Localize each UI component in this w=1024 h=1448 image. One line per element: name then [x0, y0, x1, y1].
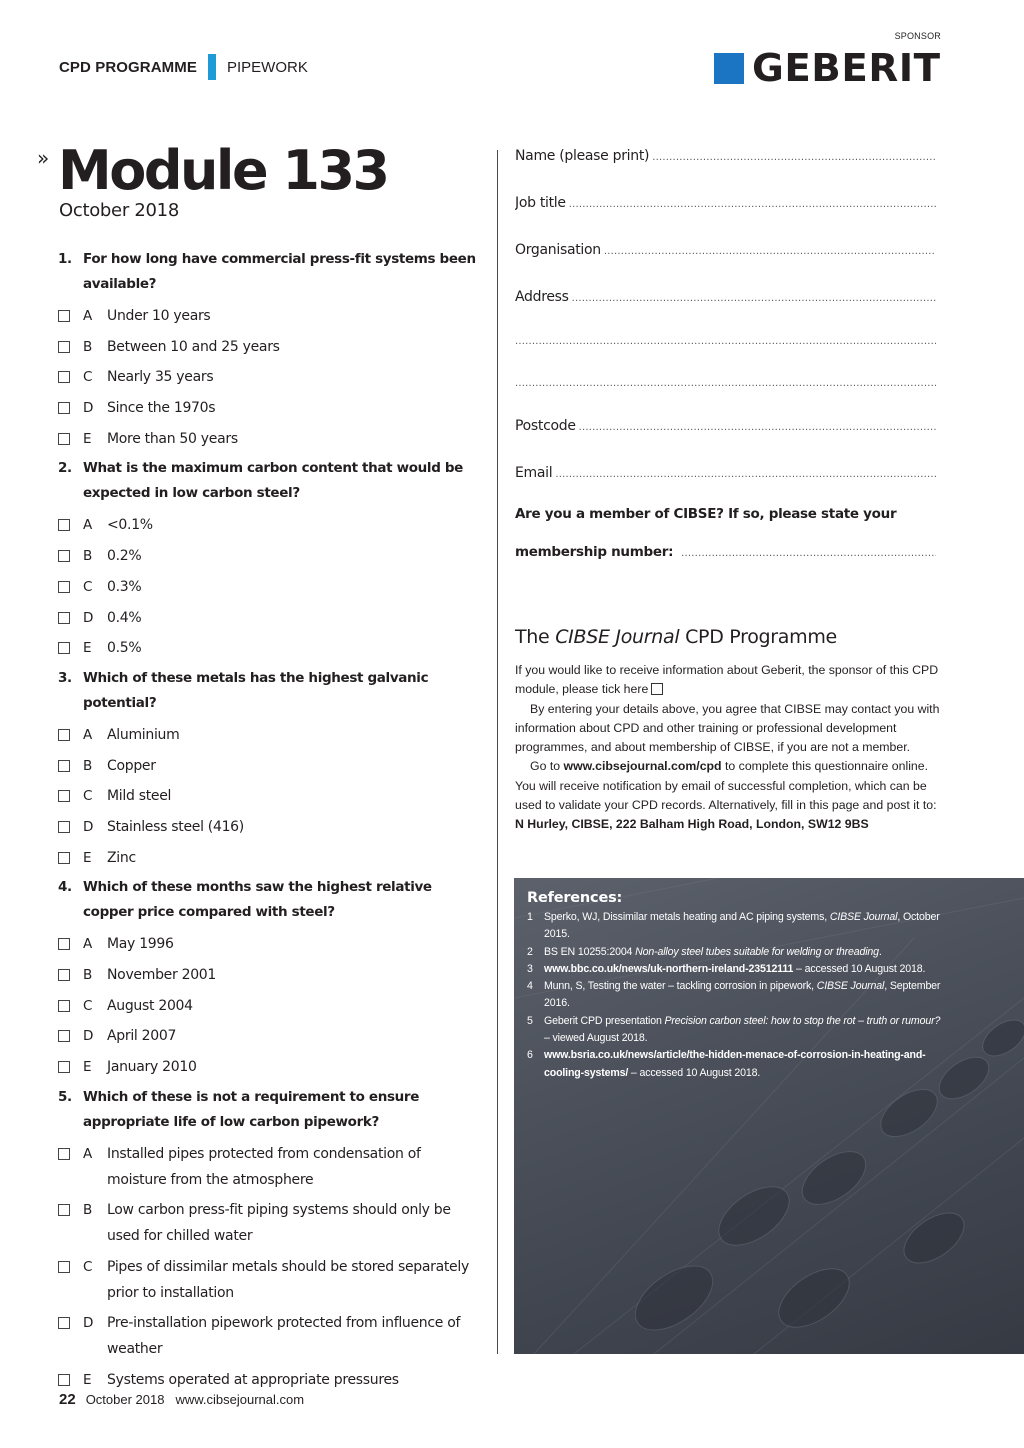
question-text: What is the maximum carbon content that would be expected in low carbon steel?	[83, 460, 463, 502]
reference-number: 5	[527, 1014, 533, 1027]
sponsor-info: If you would like to receive information about Geberit, the sponsor of this CPD module, please tick here	[515, 663, 939, 697]
programme-info	[515, 661, 940, 835]
checkbox-icon[interactable]	[58, 790, 70, 802]
option-text: Between 10 and 25 years	[107, 338, 280, 355]
reference-bold[interactable]: www.bbc.co.uk/news/uk-northern-ireland-23512111	[544, 962, 794, 975]
organisation-input-line[interactable]	[604, 246, 936, 257]
option-letter: B	[83, 1202, 92, 1219]
journal-name: CIBSE Journal	[555, 626, 680, 648]
address-input-line-3[interactable]	[515, 378, 936, 389]
email-field[interactable]	[515, 465, 936, 481]
question-5-heading	[58, 1085, 478, 1135]
reference-number: 6	[527, 1049, 533, 1062]
member-question-text: Are you a member of CIBSE? If so, please state your	[515, 506, 897, 522]
option-letter: A	[83, 936, 92, 953]
answer-option[interactable]	[58, 1254, 478, 1311]
reference-text	[544, 909, 947, 944]
option-text: May 1996	[107, 936, 174, 953]
option-text: 0.3%	[107, 578, 142, 595]
option-letter: A	[83, 308, 92, 324]
reference-italic: CIBSE Journal	[816, 980, 885, 993]
reference-number: 3	[527, 962, 533, 975]
consent-text: By entering your details above, you agree that CIBSE may contact you with information about CPD and other training or professional development programmes, and about membership of CIBSE, if you are not a member.	[515, 701, 940, 755]
option-text: Since the 1970s	[107, 400, 216, 417]
checkbox-icon[interactable]	[58, 1204, 70, 1216]
option-text: Stainless steel (416)	[107, 818, 244, 835]
option-letter: D	[83, 609, 94, 626]
address-label: Address	[515, 289, 569, 305]
option-text: Pipes of dissimilar metals should be stored separately prior to installation	[107, 1258, 469, 1301]
option-text: Copper	[107, 757, 156, 774]
reference-item	[527, 978, 947, 1013]
answer-option[interactable]	[58, 426, 478, 457]
job-title-input-line[interactable]	[569, 199, 936, 210]
postcode-input-line[interactable]	[579, 422, 936, 433]
answer-option[interactable]	[58, 722, 478, 753]
address-input-line-2[interactable]	[515, 336, 936, 347]
chevron-right-icon: »	[37, 146, 50, 170]
option-letter: D	[83, 1315, 94, 1332]
option-text: Aluminium	[107, 726, 180, 743]
option-text: Pre-installation pipework protected from influence of weather	[107, 1315, 461, 1358]
question-4-heading	[58, 875, 478, 925]
geberit-logo	[714, 46, 941, 90]
reference-text	[544, 978, 947, 1013]
checkbox-icon[interactable]	[58, 550, 70, 562]
question-2-heading	[58, 456, 478, 506]
reference-number: 2	[527, 945, 533, 958]
answer-option[interactable]	[58, 303, 478, 334]
option-text: Installed pipes protected from condensation of moisture from the atmosphere	[107, 1145, 421, 1188]
checkbox-icon[interactable]	[58, 821, 70, 833]
email-label: Email	[515, 465, 553, 481]
checkbox-icon[interactable]	[58, 581, 70, 593]
references-content	[527, 890, 947, 1082]
answer-option[interactable]	[58, 1141, 478, 1198]
option-letter: C	[83, 997, 93, 1014]
option-letter: E	[83, 430, 92, 447]
email-input-line[interactable]	[555, 469, 936, 480]
option-letter: B	[83, 757, 92, 774]
cpd-link[interactable]: www.cibsejournal.com/cpd	[563, 759, 722, 774]
answer-option[interactable]	[58, 395, 478, 426]
checkbox-icon[interactable]	[58, 1030, 70, 1042]
references-list	[527, 909, 947, 1082]
address-input-line-1[interactable]	[572, 293, 936, 304]
option-letter: E	[83, 1371, 92, 1388]
checkbox-icon[interactable]	[58, 969, 70, 981]
option-letter: D	[83, 1028, 94, 1045]
answer-option[interactable]	[58, 783, 478, 814]
reference-italic: Non-alloy steel tubes suitable for welding or threading	[635, 945, 879, 958]
option-letter: A	[83, 1145, 92, 1162]
reference-post: , October 2015.	[544, 911, 940, 941]
registration-form	[515, 146, 936, 560]
answer-option[interactable]	[58, 845, 478, 876]
option-text: Mild steel	[107, 788, 172, 805]
option-letter: C	[83, 1258, 93, 1275]
sponsor-tick-checkbox[interactable]	[651, 683, 663, 695]
column-divider	[497, 150, 498, 1354]
footer-url[interactable]: www.cibsejournal.com	[175, 1392, 305, 1407]
checkbox-icon[interactable]	[58, 612, 70, 624]
option-text: January 2010	[107, 1059, 197, 1076]
option-text: More than 50 years	[107, 430, 238, 447]
option-letter: C	[83, 788, 93, 805]
programme-title: The CIBSE Journal CPD Programme	[515, 626, 837, 648]
option-text: Systems operated at appropriate pressures	[107, 1371, 399, 1388]
logo-text: GEBERIT	[752, 46, 941, 90]
checkbox-icon[interactable]	[58, 433, 70, 445]
reference-pre: BS EN 10255:2004	[544, 945, 636, 958]
checkbox-icon[interactable]	[58, 1317, 70, 1329]
answer-option[interactable]	[58, 993, 478, 1024]
question-text: Which of these is not a requirement to ensure appropriate life of low carbon pipework?	[83, 1088, 420, 1130]
organisation-label: Organisation	[515, 242, 601, 258]
checkbox-icon[interactable]	[58, 729, 70, 741]
answer-option[interactable]	[58, 962, 478, 993]
reference-text	[544, 1013, 947, 1048]
option-letter: A	[83, 517, 92, 534]
references-panel	[514, 878, 1024, 1354]
reference-post: .	[878, 945, 882, 958]
answer-option[interactable]	[58, 543, 478, 574]
module-date: October 2018	[59, 200, 179, 221]
question-number: 3.	[58, 669, 72, 686]
answer-option[interactable]	[58, 605, 478, 636]
address-field[interactable]	[515, 289, 936, 305]
postcode-field[interactable]	[515, 418, 936, 434]
option-text: 0.4%	[107, 609, 142, 626]
module-title: Module 133	[58, 139, 388, 202]
option-letter: E	[83, 1059, 92, 1076]
checkbox-icon[interactable]	[58, 852, 70, 864]
sponsor-label: SPONSOR	[894, 31, 941, 41]
reference-pre: Geberit CPD presentation	[544, 1014, 665, 1027]
reference-italic: Precision carbon steel: how to stop the rot – truth or rumour?	[664, 1014, 941, 1027]
question-3-heading	[58, 666, 478, 716]
online-instructions: Go to www.cibsejournal.com/cpd to complete this questionnaire online. You will receive notification by email of successful completion, which can be used to validate your CPD records. Alternatively, fill in this page and post it to: N Hurley, CIBSE, 222 Balham High Road, London, SW12 9BS	[515, 759, 937, 832]
checkbox-icon[interactable]	[58, 1261, 70, 1273]
section-header	[59, 54, 308, 80]
question-text: Which of these metals has the highest galvanic potential?	[83, 669, 429, 711]
checkbox-icon[interactable]	[58, 310, 70, 322]
postal-address: N Hurley, CIBSE, 222 Balham High Road, London, SW12 9BS	[515, 817, 869, 832]
answer-option[interactable]	[58, 574, 478, 605]
option-text: Low carbon press-fit piping systems should only be used for chilled water	[107, 1202, 451, 1245]
membership-number-input-line[interactable]	[681, 548, 936, 559]
option-letter: E	[83, 849, 92, 866]
reference-text	[544, 1047, 947, 1082]
answer-option[interactable]	[58, 635, 478, 666]
option-letter: E	[83, 640, 92, 657]
organisation-field[interactable]	[515, 242, 936, 258]
reference-pre: Sperko, WJ, Dissimilar metals heating and AC piping systems,	[544, 911, 830, 923]
name-input-line[interactable]	[652, 152, 936, 163]
checkbox-icon[interactable]	[58, 938, 70, 950]
question-text: For how long have commercial press-fit systems been available?	[83, 251, 476, 292]
topic-label: PIPEWORK	[226, 58, 308, 76]
name-label: Name (please print)	[515, 148, 650, 164]
reference-item	[527, 909, 947, 944]
question-number: 5.	[58, 1088, 72, 1105]
answer-option[interactable]	[58, 334, 478, 365]
option-text: Zinc	[107, 849, 136, 866]
references-heading: References:	[527, 890, 623, 906]
reference-text	[544, 961, 925, 978]
option-text: November 2001	[107, 967, 217, 983]
answer-option[interactable]	[58, 753, 478, 784]
question-number: 1.	[58, 251, 72, 267]
reference-item	[527, 961, 947, 978]
option-text: 0.2%	[107, 548, 142, 565]
question-number: 2.	[58, 460, 72, 477]
reference-post: – viewed August 2018.	[544, 1032, 648, 1045]
option-letter: D	[83, 818, 94, 835]
answer-option[interactable]	[58, 1054, 478, 1085]
checkbox-icon[interactable]	[58, 1148, 70, 1160]
option-text: August 2004	[107, 997, 193, 1014]
option-letter: B	[83, 338, 92, 355]
reference-item	[527, 944, 947, 961]
answer-option[interactable]	[58, 814, 478, 845]
reference-pre: Munn, S, Testing the water – tackling corrosion in pipework,	[544, 980, 817, 993]
option-text: 0.5%	[107, 640, 142, 657]
questions-list	[58, 247, 478, 1397]
reference-text	[544, 944, 882, 961]
page-footer	[59, 1391, 304, 1408]
option-letter: C	[83, 369, 93, 386]
option-letter: C	[83, 578, 93, 595]
checkbox-icon[interactable]	[58, 371, 70, 383]
address-field-line-3[interactable]	[515, 378, 936, 389]
job-title-field[interactable]	[515, 195, 936, 211]
option-text: Under 10 years	[107, 308, 211, 324]
name-field[interactable]	[515, 148, 936, 164]
answer-option[interactable]	[58, 512, 478, 543]
checkbox-icon[interactable]	[58, 760, 70, 772]
reference-item	[527, 1047, 947, 1082]
question-number: 4.	[58, 879, 72, 896]
answer-option[interactable]	[58, 364, 478, 395]
member-question	[515, 506, 936, 522]
option-letter: B	[83, 548, 92, 565]
checkbox-icon[interactable]	[58, 1061, 70, 1073]
page-number: 22	[59, 1391, 76, 1408]
programme-label: CPD PROGRAMME	[59, 58, 197, 76]
address-field-line-2[interactable]	[515, 336, 936, 347]
checkbox-icon[interactable]	[58, 519, 70, 531]
reference-item	[527, 1013, 947, 1048]
question-text: Which of these months saw the highest relative copper price compared with steel?	[83, 879, 432, 921]
membership-number-label: membership number:	[515, 544, 674, 560]
postcode-label: Postcode	[515, 418, 576, 434]
question-1-heading	[58, 247, 478, 297]
footer-date: October 2018	[85, 1392, 165, 1407]
reference-bold[interactable]: www.bsria.co.uk/news/article/the-hidden-menace-of-corrosion-in-heating-and-cooling-systems/	[544, 1049, 926, 1079]
reference-post: – accessed 10 August 2018.	[628, 1066, 761, 1079]
checkbox-icon[interactable]	[58, 1374, 70, 1386]
checkbox-icon[interactable]	[58, 1000, 70, 1012]
option-text: <0.1%	[107, 517, 153, 534]
accent-bar	[208, 54, 216, 80]
option-text: Nearly 35 years	[107, 369, 214, 386]
checkbox-icon[interactable]	[58, 642, 70, 654]
reference-post: – accessed 10 August 2018.	[793, 962, 926, 975]
option-letter: D	[83, 400, 94, 417]
logo-square-icon	[714, 53, 744, 84]
reference-post: , September 2016.	[544, 980, 941, 1010]
reference-number: 4	[527, 980, 533, 993]
job-title-label: Job title	[515, 195, 566, 211]
checkbox-icon[interactable]	[58, 341, 70, 353]
checkbox-icon[interactable]	[58, 402, 70, 414]
reference-italic: CIBSE Journal	[829, 911, 898, 923]
option-text: April 2007	[107, 1028, 177, 1045]
option-letter: A	[83, 726, 92, 743]
answer-option[interactable]	[58, 1197, 478, 1254]
answer-option[interactable]	[58, 1310, 478, 1367]
membership-number-field[interactable]	[515, 544, 936, 560]
answer-option[interactable]	[58, 1023, 478, 1054]
option-letter: B	[83, 967, 92, 983]
answer-option[interactable]	[58, 931, 478, 962]
reference-number: 1	[527, 911, 533, 923]
